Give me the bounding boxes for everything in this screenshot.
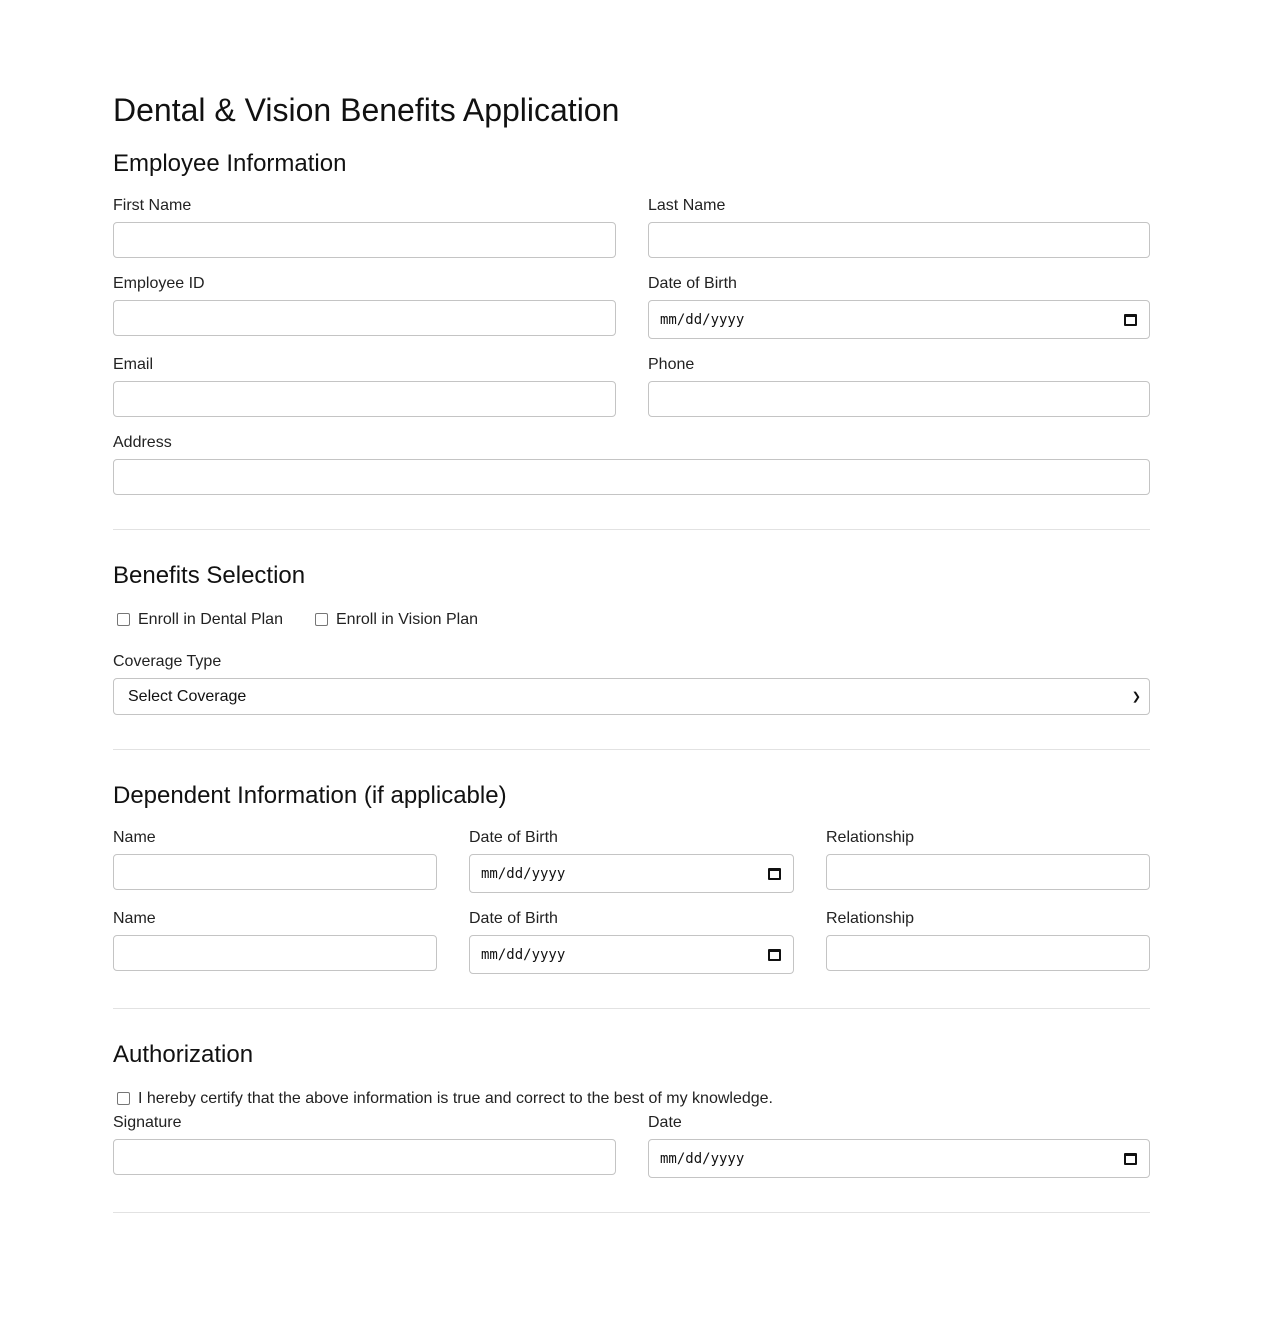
employee-heading: Employee Information	[113, 150, 347, 177]
phone-input[interactable]	[648, 381, 1150, 417]
dependent-relationship-input[interactable]	[826, 854, 1150, 890]
dependent-name-input[interactable]	[113, 935, 437, 971]
calendar-icon[interactable]	[768, 868, 781, 880]
last-name-input[interactable]	[648, 222, 1150, 258]
divider	[113, 749, 1150, 750]
address-input[interactable]	[113, 459, 1150, 495]
dental-checkbox[interactable]	[117, 613, 130, 626]
vision-checkbox[interactable]	[315, 613, 328, 626]
dob-label: Date of Birth	[648, 275, 737, 292]
dependent-dob-label: Date of Birth	[469, 910, 558, 927]
date-placeholder: mm/dd/yyyy	[660, 311, 745, 328]
calendar-icon[interactable]	[768, 949, 781, 961]
chevron-down-icon: ❯	[1131, 691, 1141, 703]
signature-input[interactable]	[113, 1139, 616, 1175]
date-placeholder: mm/dd/yyyy	[660, 1150, 745, 1167]
coverage-label: Coverage Type	[113, 653, 222, 670]
dependent-name-label: Name	[113, 829, 156, 846]
employee-id-label: Employee ID	[113, 275, 205, 292]
dental-label[interactable]: Enroll in Dental Plan	[138, 611, 283, 628]
date-placeholder: mm/dd/yyyy	[481, 865, 566, 882]
signature-label: Signature	[113, 1114, 182, 1131]
employee-id-input[interactable]	[113, 300, 616, 336]
dependent-dob-input[interactable]	[469, 935, 794, 974]
email-label: Email	[113, 356, 154, 373]
authorization-heading: Authorization	[113, 1041, 254, 1068]
dependent-name-label: Name	[113, 910, 156, 927]
divider	[113, 1008, 1150, 1009]
certify-label[interactable]: I hereby certify that the above information is true and correct to the best of my knowledge.	[138, 1090, 773, 1107]
dependent-relationship-label: Relationship	[826, 910, 915, 927]
certify-checkbox[interactable]	[117, 1092, 130, 1105]
first-name-input[interactable]	[113, 222, 616, 258]
coverage-value: Select Coverage	[128, 687, 247, 705]
dependent-relationship-label: Relationship	[826, 829, 915, 846]
last-name-label: Last Name	[648, 197, 726, 214]
first-name-label: First Name	[113, 197, 192, 214]
calendar-icon[interactable]	[1124, 1153, 1137, 1165]
vision-label[interactable]: Enroll in Vision Plan	[336, 611, 479, 628]
dependent-dob-input[interactable]	[469, 854, 794, 893]
phone-label: Phone	[648, 356, 695, 373]
benefits-heading: Benefits Selection	[113, 562, 306, 589]
calendar-icon[interactable]	[1124, 314, 1137, 326]
dependent-dob-label: Date of Birth	[469, 829, 558, 846]
dependent-relationship-input[interactable]	[826, 935, 1150, 971]
date-label: Date	[648, 1114, 682, 1131]
address-label: Address	[113, 434, 172, 451]
dependent-name-input[interactable]	[113, 854, 437, 890]
dependent-heading: Dependent Information (if applicable)	[113, 782, 507, 809]
divider	[113, 1212, 1150, 1213]
email-input[interactable]	[113, 381, 616, 417]
divider	[113, 529, 1150, 530]
dob-input[interactable]	[648, 300, 1150, 339]
date-placeholder: mm/dd/yyyy	[481, 946, 566, 963]
coverage-select[interactable]	[113, 678, 1150, 715]
page-title: Dental & Vision Benefits Application	[113, 92, 620, 128]
date-input[interactable]	[648, 1139, 1150, 1178]
